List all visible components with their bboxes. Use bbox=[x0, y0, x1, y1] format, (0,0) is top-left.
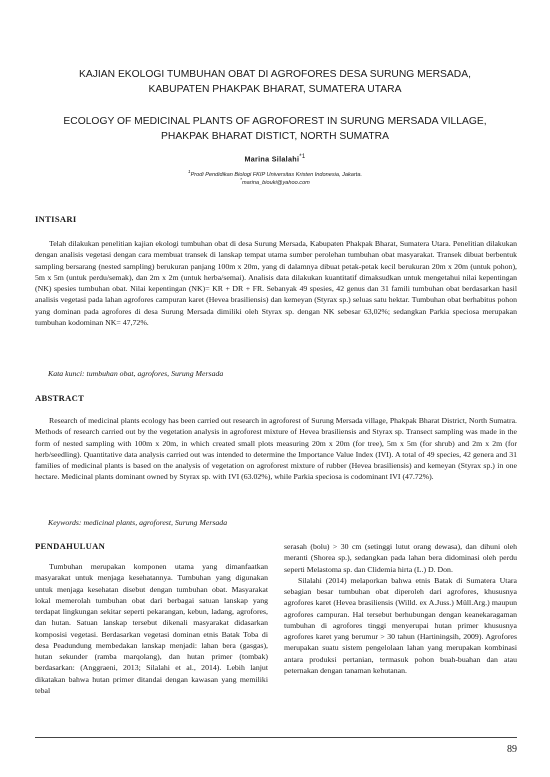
title-english bbox=[40, 115, 510, 144]
left-column-text: Tumbuhan merupakan komponen utama yang dimanfaatkan masyarakat untuk menjaga kesehatannya. Tumbuhan yang digunakan untuk menjaga kesehatan disebut dengan tumbuhan obat. Masyarakat lokal memerolah tumbuhan obat dari berbagai satuan lanskap yang terdapat lingkungan sekitar seperti pekarangan, kebun, ladang, agrofores, dan hutan. Satuan lanskap tersebut dikenali masyarakat didasarkan komposisi vegetasi. Berdasarkan vegetasi dominan etnis Batak Toba di desa Peadundung membedakan lanskap menjadi: lahan bera (gasgas), hutan sekunder (ramba marqolang), dan hutan primer (tombak) berdasarkan: (Anggraeni, 2013; Silalahi et al., 2014). Lebih lanjut dikatakan bahwa hutan primer ditandai dengan kawasan yang memiliki tebal bbox=[35, 562, 268, 695]
intisari-paragraph: Telah dilakukan penelitian kajian ekologi tumbuhan obat di desa Surung Mersada, Kabupaten Phakpak Bharat, Sumatera Utara. Penelitian dilakukan dengan analisis vegetasi dengan cara membuat transek di lanskap tempat utama sumber perolehan tumbuhan obat masyarakat. Transek dibuat berbentuk sampling bersarang (nested sampling) berukuran panjang 100m x 20m, yang di dalamnya dibuat petak-petak kecil berukuran 20m x 20m (untuk pohon), 5m x 5m (untuk perdu/semak), dan 2m x 2m (untuk herba/semai). Analisis data dilakukan kuantitatif dimaksudkan untuk mengetahui nilai kepentingan (NK) spesies tumbuhan obat. Nilai kepentingan (NK)= KR + DR + FR. Sebanyak 49 spesies, 42 genus dan 31 famili tumbuhan obat berdasarkan hasil analisis vegetasi pada lahan agrofores campuran karet (Hevea brasiliensis) dan kemeyan (Styrax sp.) seluas satu hektar. Tumbuhan obat berhabitus pohon yang dominan pada agrofores di desa Surung Mersada dimiliki oleh Styrax sp. dengan NK sebesar 63,02%; sedangkan Parkia speciosa merupakan tumbuhan kodominan NK= 47,72%. bbox=[35, 239, 517, 327]
footer-rule bbox=[35, 737, 517, 738]
affiliation-superscript: 1 bbox=[187, 169, 191, 174]
page-number: 89 bbox=[507, 744, 517, 755]
email bbox=[40, 176, 510, 187]
title-en-line2: PHAKPAK BHARAT DISTICT, NORTH SUMATRA bbox=[161, 130, 389, 142]
right-column-paragraph-1: serasah (bolu) > 30 cm (setinggi lutut orang dewasa), dan dihuni oleh meranti (Shorea sp.), sedangkan pada lahan bera didominasi oleh perdu seperti Melastoma sp. dan Clidemia hirta (L.) D. Don. bbox=[284, 542, 517, 574]
abstract-heading: ABSTRACT bbox=[35, 393, 85, 403]
author-name: Marina Silalahi bbox=[244, 154, 300, 164]
intisari-heading: INTISARI bbox=[35, 214, 77, 224]
author-superscript: *1 bbox=[299, 154, 306, 160]
abstract-paragraph: Research of medicinal plants ecology has been carried out research in agroforest of Surung Mersada village, Phakpak Bharat District, North Sumatra. Methods of research carried out by the vegetation analysis in agroforest mixture of Hevea brasiliensis and Styrax sp. Transect sampling was made in the form of nested sampling with 100m x 20m, in which created small plots measuring 20m x 20m (for tree), 5m x 5m (for shrub) and 2m x 2m (for herb/seedling). Quantitative data analysis carried out was intended to determine the Importance Value Index (IVI). A total of 49 species, 42 genera and 31 families of medicinal plants is based on the analysis of vegetation on agroforest mixture of rubber (Hevea brasiliensis) and kemeyan (Styrax sp.) in one hectare. Medicinal plants dominant owned by Styrax sp. with IVI (63.02%), while Parkia speciosa is codominant IVI (47.72%). bbox=[35, 416, 517, 482]
right-column-paragraph-2: Silalahi (2014) melaporkan bahwa etnis Batak di Sumatera Utara sebagian besar tumbuhan obat diperoleh dari agrofores, khususnya agrofores karet (Hevea brasiliensis (Willd. ex A.Juss.) Müll.Arg.) maupun agrofores campuran. Hal tersebut berhubungan dengan keanekaragaman tumbuhan di agrofores tinggi menyerupai hutan primer khususnya agrofores karet yang berumur > 30 tahun (Hartiningsih, 2009). Agrofores merupakan suatu sistem pengelolaan lahan yang merupakan kombinasi antara produksi pertanian, termasuk pohon buah-buahan dan atau peternakan dengan tanaman kehutanan. bbox=[284, 575, 517, 675]
email-superscript: * bbox=[240, 177, 242, 182]
pendahuluan-heading: PENDAHULUAN bbox=[35, 541, 106, 551]
author bbox=[40, 154, 510, 163]
title-id-line1: KAJIAN EKOLOGI TUMBUHAN OBAT DI AGROFORES DESA SURUNG MERSADA, bbox=[79, 69, 471, 80]
affiliation-text: Prodi Pendidikan Biologi FKIP Universitas Kristen Indonesia, Jakarta. bbox=[190, 171, 362, 178]
title-id-line2: KABUPATEN PHAKPAK BHARAT, SUMATERA UTARA bbox=[148, 83, 402, 95]
right-column bbox=[284, 541, 517, 676]
keywords: Keywords: medicinal plants, agroforest, Surung Mersada bbox=[48, 518, 228, 527]
title-indonesian bbox=[40, 68, 510, 97]
kata-kunci: Kata kunci: tumbuhan obat, agrofores, Surung Mersada bbox=[48, 369, 224, 378]
title-en-line1: ECOLOGY OF MEDICINAL PLANTS OF AGROFOREST IN SURUNG MERSADA VILLAGE, bbox=[63, 116, 487, 127]
email-text: marina_biouki@yahoo.com bbox=[241, 179, 310, 186]
